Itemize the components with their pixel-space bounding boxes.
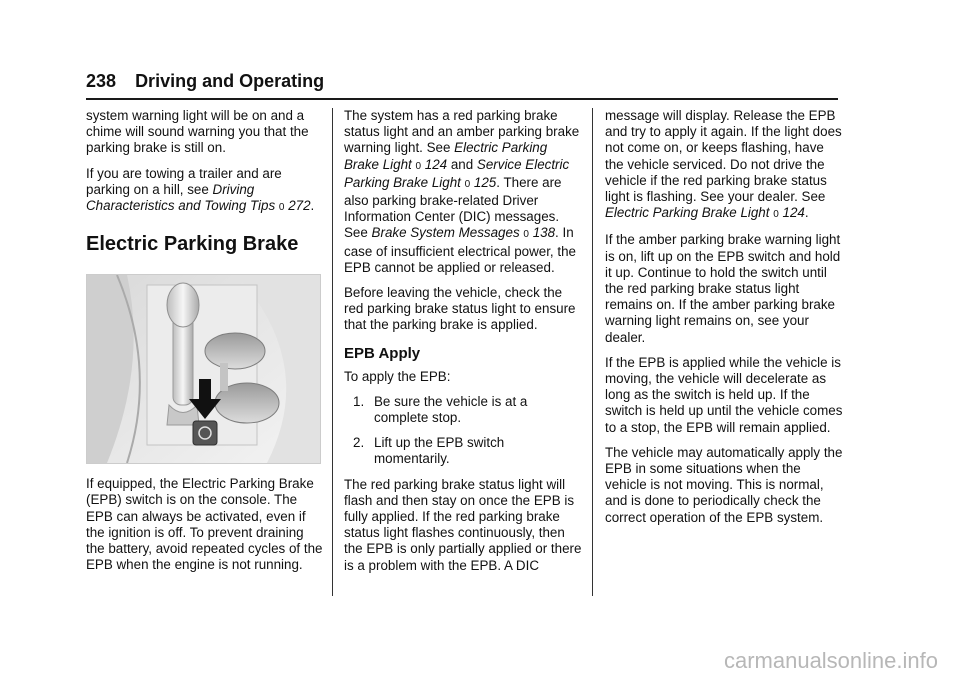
text: and bbox=[447, 156, 477, 172]
column-3 bbox=[605, 108, 843, 535]
page-header bbox=[86, 70, 838, 100]
text: The system has a red parking brake status light and an amber parking brake warning light. See bbox=[344, 108, 580, 156]
text: message will display. Release the EPB and try to apply it again. If the light does not come on, or keeps flashing, have the vehicle serviced. Do not drive the vehicle if the red parking brake status light is flashing. See your dealer. See bbox=[605, 108, 842, 205]
xref-service-epb-light-link[interactable]: Service Electric Parking Brake Light bbox=[344, 156, 570, 190]
paragraph-towing bbox=[86, 166, 324, 217]
xref-page[interactable]: 124 bbox=[424, 156, 448, 172]
paragraph-before-leaving: Before leaving the vehicle, check the red parking brake status light to ensure that the parking brake is applied. bbox=[344, 285, 576, 333]
list-item bbox=[344, 394, 582, 426]
step-text: Be sure the vehicle is at a complete stop. bbox=[374, 393, 528, 426]
text: . There are also parking brake-related Driver Information Center (DIC) messages. See bbox=[344, 174, 562, 241]
xref-page[interactable]: 124 bbox=[782, 205, 805, 221]
epb-console-illustration bbox=[86, 274, 321, 464]
page-ref-icon: 0 bbox=[415, 160, 422, 172]
paragraph-epb-intro: If equipped, the Electric Parking Brake (EPB) switch is on the console. The EPB can always be activated, even if the ignition is off. To prevent draining the battery, avoid repeated cycles of the EPB when the engine is not running. bbox=[86, 476, 323, 573]
xref-page[interactable]: 125 bbox=[473, 174, 497, 190]
watermark: carmanualsonline.info bbox=[723, 648, 938, 673]
xref-driving-characteristics-link[interactable]: Driving Characteristics and Towing Tips bbox=[86, 181, 276, 214]
section-title: Electric Parking Brake bbox=[86, 233, 299, 256]
xref-epb-light-link[interactable]: Electric Parking Brake Light bbox=[344, 140, 548, 172]
paragraph: system warning light will be on and a chime will sound warning you that the parking brake is still on. bbox=[86, 108, 309, 156]
column-2 bbox=[344, 108, 582, 583]
subsection-title: EPB Apply bbox=[344, 344, 421, 362]
page-ref-icon: 0 bbox=[278, 202, 285, 214]
paragraph-moving: If the EPB is applied while the vehicle is moving, the vehicle will decelerate as long as the switch is held up. If the switch is held up until the vehicle comes to a stop, the EPB will remain applied. bbox=[605, 354, 843, 435]
column-divider-1 bbox=[332, 108, 333, 596]
xref-epb-light-link[interactable]: Electric Parking Brake Light bbox=[605, 205, 770, 221]
list-item bbox=[344, 435, 582, 467]
step-number: 1. bbox=[353, 393, 365, 409]
text: . bbox=[804, 205, 809, 221]
paragraph-status-lights bbox=[344, 108, 582, 276]
paragraph-dic-message bbox=[605, 108, 843, 223]
column-divider-2 bbox=[592, 108, 593, 596]
chapter-title: Driving and Operating bbox=[135, 71, 325, 91]
paragraph-amber-light: If the amber parking brake warning light is on, lift up on the EPB switch and hold it up. Continue to hold the switch until the red parking brake status light remains on. If the amber parking brake warning light remains on, see your dealer. bbox=[605, 232, 841, 345]
xref-page[interactable]: 138 bbox=[532, 225, 556, 241]
page-ref-icon: 0 bbox=[464, 178, 471, 190]
step-text: Lift up the EPB switch momentarily. bbox=[374, 435, 505, 467]
paragraph-auto-apply: The vehicle may automatically apply the EPB in some situations when the vehicle is not moving. This is normal, and is done to periodically check the correct operation of the EPB system. bbox=[605, 444, 843, 525]
paragraph-to-apply: To apply the EPB: bbox=[344, 368, 451, 384]
page-number: 238 bbox=[86, 71, 117, 91]
page-ref-icon: 0 bbox=[773, 209, 779, 221]
text: . bbox=[310, 198, 315, 214]
xref-page[interactable]: 272 bbox=[288, 198, 311, 214]
step-number: 2. bbox=[353, 435, 365, 451]
paragraph-status-flash: The red parking brake status light will flash and then stay on once the EPB is fully applied. If the red parking brake status light flashes continuously, then the EPB is only partially applied or there is a problem with the EPB. A DIC bbox=[344, 476, 582, 573]
page-ref-icon: 0 bbox=[523, 229, 529, 241]
steps-list bbox=[344, 394, 582, 468]
text: . In case of insufficient electrical power, the EPB cannot be applied or released. bbox=[344, 225, 576, 275]
text: If you are towing a trailer and are parking on a hill, see bbox=[86, 165, 282, 197]
column-1 bbox=[86, 108, 324, 582]
xref-brake-messages-link[interactable]: Brake System Messages bbox=[371, 225, 520, 241]
